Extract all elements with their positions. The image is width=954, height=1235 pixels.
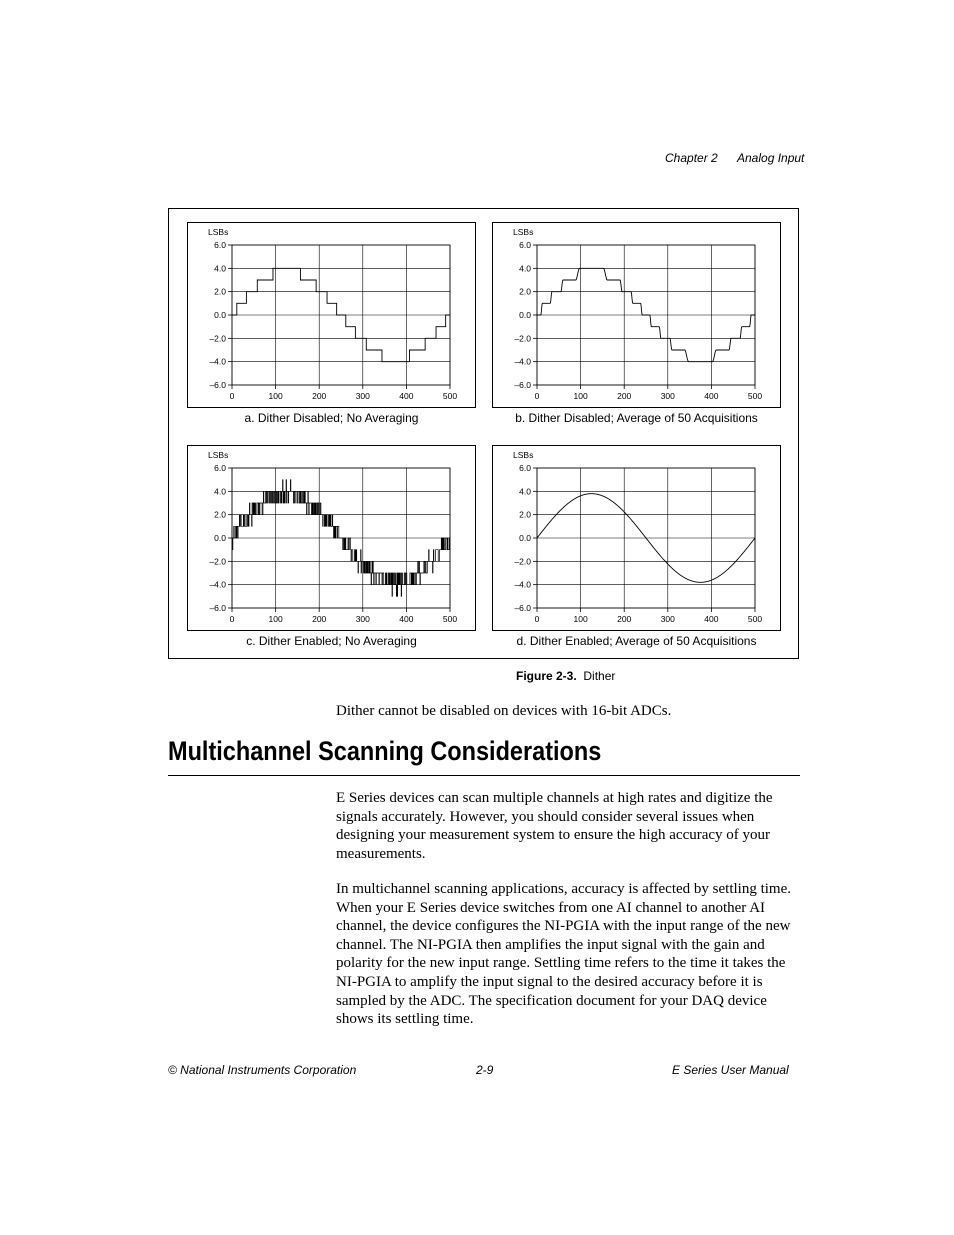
- chart-c-caption: c. Dither Enabled; No Averaging: [246, 634, 417, 648]
- chart-a-caption: a. Dither Disabled; No Averaging: [244, 411, 419, 425]
- y-axis-label: LSBs: [208, 450, 229, 460]
- x-tick-label: 100: [268, 391, 283, 401]
- y-tick-label: –6.0: [514, 380, 531, 390]
- y-tick-label: 6.0: [214, 463, 226, 473]
- y-tick-label: –4.0: [514, 579, 531, 590]
- x-tick-label: 300: [355, 391, 370, 401]
- y-tick-label: 0.0: [519, 310, 531, 320]
- chart-b: [493, 223, 782, 409]
- y-tick-label: 2.0: [214, 286, 226, 297]
- chart-a: [188, 223, 477, 409]
- y-tick-label: –4.0: [209, 356, 226, 367]
- y-tick-label: –2.0: [514, 556, 531, 567]
- x-tick-label: 500: [442, 614, 458, 624]
- chart-panel-c: [187, 445, 476, 648]
- chart-d: [493, 446, 782, 632]
- y-tick-label: 2.0: [214, 509, 226, 520]
- section-heading: Multichannel Scanning Considerations: [168, 736, 602, 766]
- y-tick-label: 0.0: [214, 533, 226, 543]
- chart-c: [188, 446, 477, 632]
- x-tick-label: 500: [747, 391, 763, 401]
- y-tick-label: –2.0: [514, 333, 531, 344]
- y-tick-label: –2.0: [209, 556, 226, 567]
- y-tick-label: 2.0: [519, 286, 531, 297]
- y-tick-label: –6.0: [209, 380, 226, 390]
- x-tick-label: 100: [268, 614, 283, 624]
- x-tick-label: 500: [747, 614, 763, 624]
- x-tick-label: 100: [573, 614, 588, 624]
- y-tick-label: –2.0: [209, 333, 226, 344]
- header-chapter: Chapter 2: [665, 151, 718, 165]
- footer-copyright: © National Instruments Corporation: [168, 1063, 357, 1077]
- x-tick-label: 200: [617, 391, 632, 401]
- section-divider: [168, 775, 800, 776]
- y-tick-label: –4.0: [514, 356, 531, 367]
- chart-d-caption: d. Dither Enabled; Average of 50 Acquisitions: [516, 634, 757, 648]
- figure-title: Dither: [583, 669, 616, 683]
- y-tick-label: 6.0: [519, 240, 531, 250]
- x-tick-label: 500: [442, 391, 458, 401]
- body-paragraph-1: E Series devices can scan multiple channels at high rates and digitize the signals accurately. However, you should consider several issues when designing your measurement system to ensure the high accuracy of your measurements.: [336, 790, 773, 862]
- y-tick-label: 4.0: [519, 486, 531, 497]
- x-tick-label: 200: [312, 391, 327, 401]
- figure-caption: [516, 669, 615, 683]
- y-tick-label: 6.0: [519, 463, 531, 473]
- x-tick-label: 100: [573, 391, 588, 401]
- y-tick-label: 2.0: [519, 509, 531, 520]
- chart-b-caption: b. Dither Disabled; Average of 50 Acquisitions: [515, 411, 758, 425]
- header-section: Analog Input: [737, 151, 805, 165]
- x-tick-label: 400: [704, 391, 719, 401]
- chart-panel-b: [492, 222, 781, 425]
- y-tick-label: 0.0: [214, 310, 226, 320]
- x-tick-label: 200: [312, 614, 327, 624]
- y-tick-label: 4.0: [519, 263, 531, 274]
- chart-panel-d: [492, 445, 781, 648]
- figure-frame: [168, 208, 799, 659]
- x-tick-label: 0: [229, 391, 235, 401]
- intro-paragraph: Dither cannot be disabled on devices with 16-bit ADCs.: [336, 703, 672, 719]
- chart-panel-a: [187, 222, 476, 425]
- y-tick-label: 6.0: [214, 240, 226, 250]
- x-tick-label: 0: [229, 614, 235, 624]
- figure-label: Figure 2-3.: [516, 669, 577, 683]
- x-tick-label: 0: [534, 614, 540, 624]
- y-axis-label: LSBs: [513, 227, 534, 237]
- footer-manual-title: E Series User Manual: [672, 1063, 789, 1077]
- y-axis-label: LSBs: [513, 450, 534, 460]
- x-tick-label: 300: [660, 614, 675, 624]
- y-tick-label: 4.0: [214, 486, 226, 497]
- footer-page-number: 2-9: [476, 1063, 494, 1077]
- x-tick-label: 400: [399, 614, 414, 624]
- x-tick-label: 300: [660, 391, 675, 401]
- y-tick-label: 0.0: [519, 533, 531, 543]
- y-tick-label: –4.0: [209, 579, 226, 590]
- body-paragraph-2: In multichannel scanning applications, accuracy is affected by settling time. When your E Series device switches from one AI channel to another AI channel, the device configures the NI-PGIA with the input range of the new channel. The NI-PGIA then amplifies the input signal with the gain and polarity for the new input range. Settling time refers to the time it takes the NI-PGIA to amplify the input signal to the desired accuracy before it is sampled by the ADC. The specification document for your DAQ device shows its settling time.: [336, 881, 791, 1028]
- x-tick-label: 0: [534, 391, 540, 401]
- x-tick-label: 200: [617, 614, 632, 624]
- x-tick-label: 400: [399, 391, 414, 401]
- y-tick-label: –6.0: [514, 603, 531, 613]
- x-tick-label: 400: [704, 614, 719, 624]
- y-axis-label: LSBs: [208, 227, 229, 237]
- x-tick-label: 300: [355, 614, 370, 624]
- y-tick-label: –6.0: [209, 603, 226, 613]
- y-tick-label: 4.0: [214, 263, 226, 274]
